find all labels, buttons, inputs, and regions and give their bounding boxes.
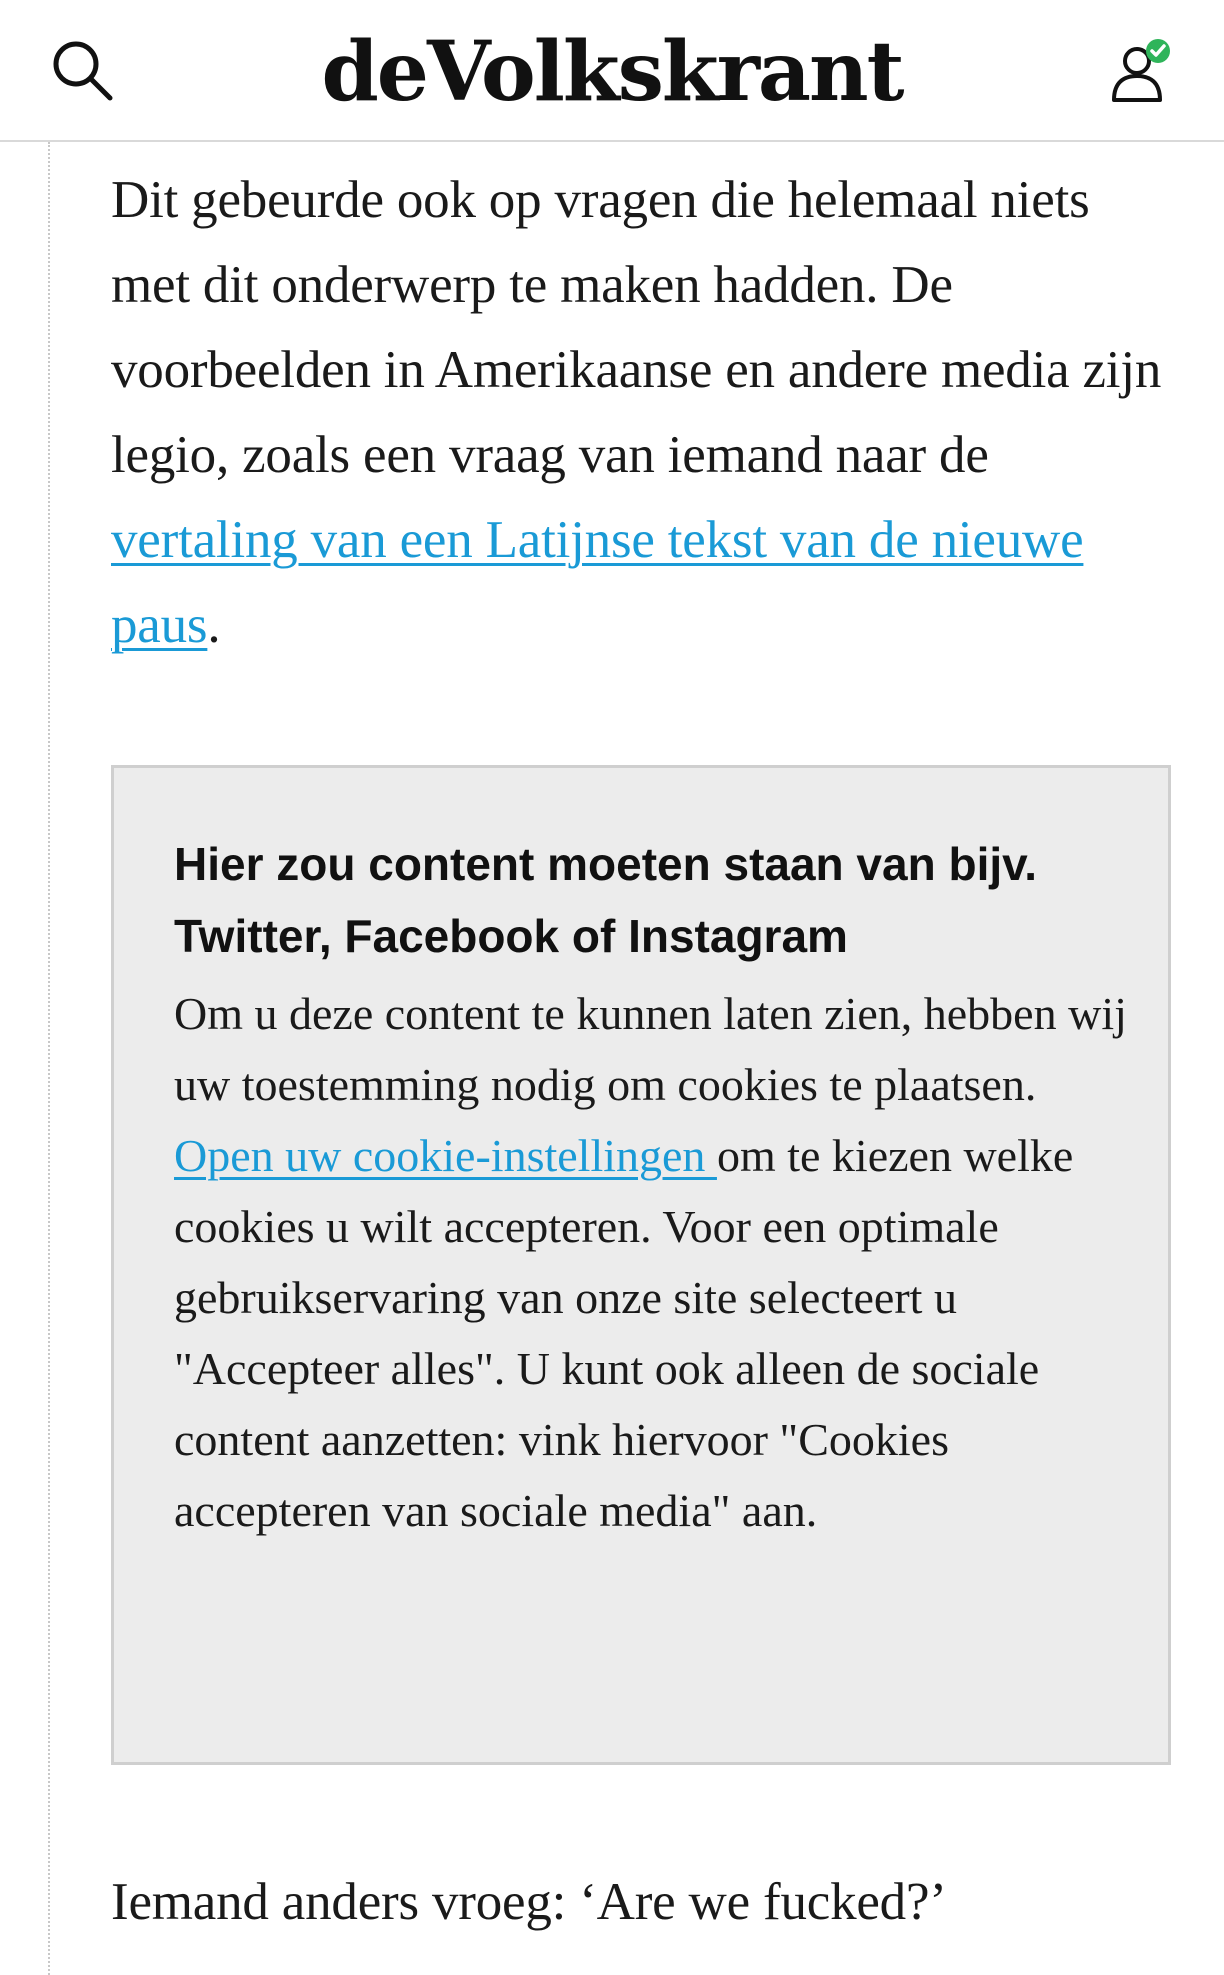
embed-text-after-link: om te kiezen welke cookies u wilt accepteren. Voor een optimale gebruikservaring van onze site selecteert u "Accepteer alles". U kunt ook alleen de sociale content aanzetten: vink hiervoor "Cookies accepteren van sociale media" aan. [174, 1130, 1074, 1536]
paragraph-punctuation: . [207, 596, 221, 654]
article-paragraph [111, 158, 1181, 668]
embed-title: Hier zou content moeten staan van bijv. Twitter, Facebook of Instagram [174, 838, 1038, 962]
user-account-icon [1106, 36, 1176, 106]
search-icon [50, 38, 116, 104]
cookie-settings-link[interactable]: Open uw cookie-instellingen [174, 1130, 717, 1181]
embed-text-before-link: Om u deze content te kunnen laten zien, hebben wij uw toestemming nodig om cookies te plaatsen. [174, 988, 1127, 1110]
paragraph-text: Dit gebeurde ook op vragen die helemaal niets met dit onderwerp te maken hadden. De voorbeelden in Amerikaanse en andere media zijn legio, zoals een vraag van iemand naar de [111, 171, 1162, 484]
site-header [0, 0, 1224, 142]
social-embed-placeholder [111, 765, 1171, 1765]
account-button[interactable] [1106, 36, 1176, 106]
article-rail-divider [48, 142, 50, 1975]
site-logo[interactable]: deVolkskrant [321, 24, 903, 120]
search-button[interactable] [50, 38, 116, 104]
embed-consent-text [174, 978, 1134, 1546]
pope-translation-link[interactable]: vertaling van een Latijnse tekst van de nieuwe paus [111, 511, 1084, 654]
article-paragraph: Iemand anders vroeg: ‘Are we fucked?’ [111, 1873, 947, 1931]
